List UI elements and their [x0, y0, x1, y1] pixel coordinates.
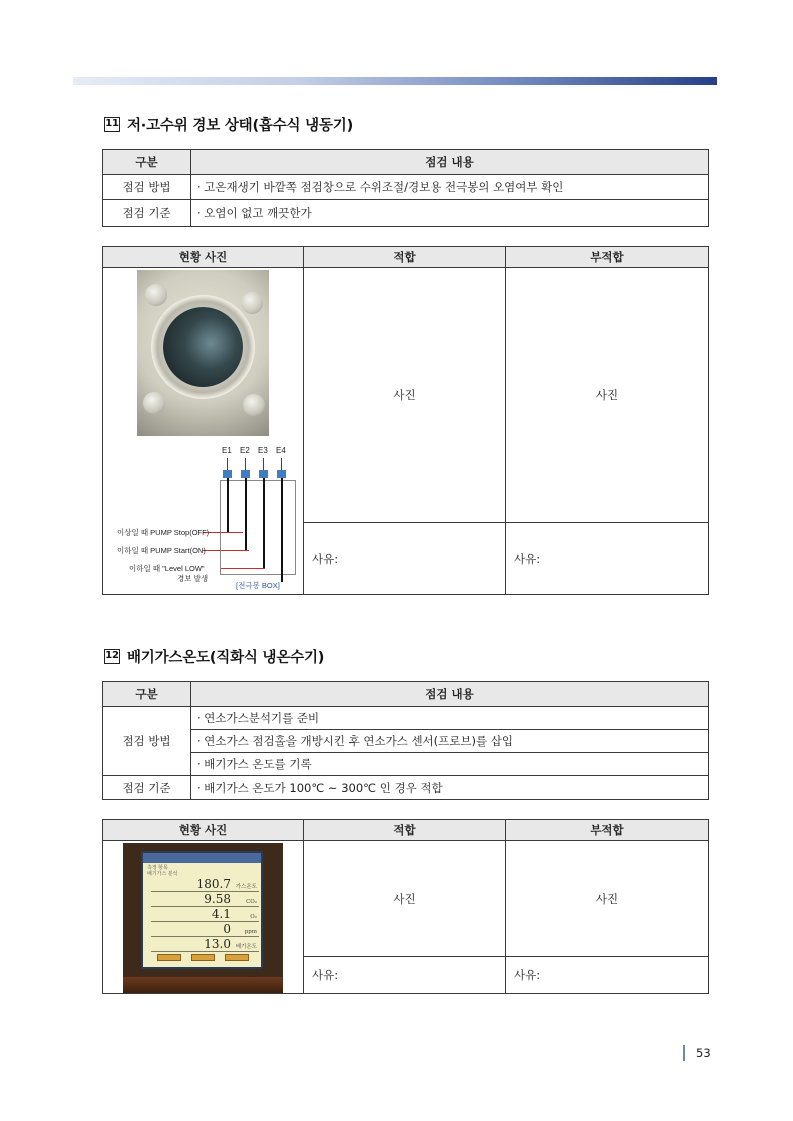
caption-alarm: 경보 발생	[177, 574, 209, 583]
header-content: 점검 내용	[191, 682, 709, 707]
fail-photo-cell: 사진	[506, 841, 709, 957]
header-fail: 부적합	[506, 247, 709, 268]
reading-value: 4.1	[211, 907, 231, 921]
electrode-diagram	[103, 440, 303, 598]
sight-glass-photo	[137, 270, 269, 436]
reading-unit: O₂	[250, 914, 257, 920]
reading-unit: 가스온도	[235, 884, 257, 890]
page-number	[683, 1045, 711, 1061]
reading-unit: CO₂	[246, 899, 257, 905]
fail-reason-cell: 사유:	[506, 523, 709, 595]
section-number-box: 11	[104, 117, 120, 132]
caption-level-low: 이하일 때 "Level LOW"	[129, 564, 205, 573]
header-fail: 부적합	[506, 820, 709, 841]
status-photo-cell	[103, 268, 304, 595]
row-label-method: 점검 방법	[103, 707, 191, 776]
header-content: 점검 내용	[191, 150, 709, 175]
section-number-box: 12	[104, 649, 120, 664]
reading-value: 180.7	[196, 877, 231, 891]
inspection-table-12	[102, 681, 709, 800]
page-number-text: 53	[696, 1046, 711, 1060]
row-content-criteria: · 오염이 없고 깨끗한가	[191, 200, 709, 227]
header-gradient-bar	[73, 77, 717, 85]
page-number-bar	[683, 1045, 685, 1061]
reading-value: 0	[223, 922, 231, 936]
row-content-method-1: · 연소가스분석기를 준비	[191, 707, 709, 730]
reading-value: 13.0	[204, 937, 231, 951]
electrode-label-e3: E3	[258, 446, 268, 455]
reading-unit: ppm	[244, 929, 257, 935]
row-label-method: 점검 방법	[103, 175, 191, 200]
caption-pump-start: 이하일 때 PUMP Start(ON)	[117, 546, 206, 555]
electrode-label-e1: E1	[222, 446, 232, 455]
status-photo-cell	[103, 841, 304, 994]
header-status-photo: 현황 사진	[103, 247, 304, 268]
gas-analyzer-photo	[123, 843, 283, 993]
analyzer-screen: 측정 항목 배기가스 분석 180.7 가스온도 9.58 CO₂ 4.1 O₂ 0 ppm 13.0 배기온도	[141, 851, 263, 969]
row-label-criteria: 점검 기준	[103, 776, 191, 800]
row-content-criteria: · 배기가스 온도가 100℃ ~ 300℃ 인 경우 적합	[191, 776, 709, 800]
pass-photo-cell: 사진	[304, 268, 506, 523]
pass-reason-cell: 사유:	[304, 523, 506, 595]
fail-reason-cell: 사유:	[506, 957, 709, 994]
section-11-title	[104, 114, 353, 135]
photo-table-11	[102, 246, 709, 595]
section-12-title	[104, 646, 324, 667]
header-pass: 적합	[304, 247, 506, 268]
row-content-method: · 고온재생기 바깥쪽 점검창으로 수위조절/경보용 전극봉의 오염여부 확인	[191, 175, 709, 200]
header-pass: 적합	[304, 820, 506, 841]
electrode-label-e2: E2	[240, 446, 250, 455]
reading-value: 9.58	[204, 892, 231, 906]
reading-unit: 배기온도	[235, 944, 257, 950]
pass-photo-cell: 사진	[304, 841, 506, 957]
box-label: [전극봉 BOX]	[236, 581, 280, 590]
caption-pump-stop: 이상일 때 PUMP Stop(OFF)	[117, 528, 210, 537]
header-category: 구분	[103, 682, 191, 707]
row-content-method-3: · 배기가스 온도를 기록	[191, 753, 709, 776]
section-title-text: 저·고수위 경보 상태(흡수식 냉동기)	[127, 118, 354, 134]
row-content-method-2: · 연소가스 점검홀을 개방시킨 후 연소가스 센서(프로브)를 삽입	[191, 730, 709, 753]
inspection-table-11	[102, 149, 709, 227]
section-title-text: 배기가스온도(직화식 냉온수기)	[127, 650, 325, 666]
header-category: 구분	[103, 150, 191, 175]
electrode-label-e4: E4	[276, 446, 286, 455]
photo-table-12	[102, 819, 709, 994]
header-status-photo: 현황 사진	[103, 820, 304, 841]
fail-photo-cell: 사진	[506, 268, 709, 523]
row-label-criteria: 점검 기준	[103, 200, 191, 227]
pass-reason-cell: 사유:	[304, 957, 506, 994]
